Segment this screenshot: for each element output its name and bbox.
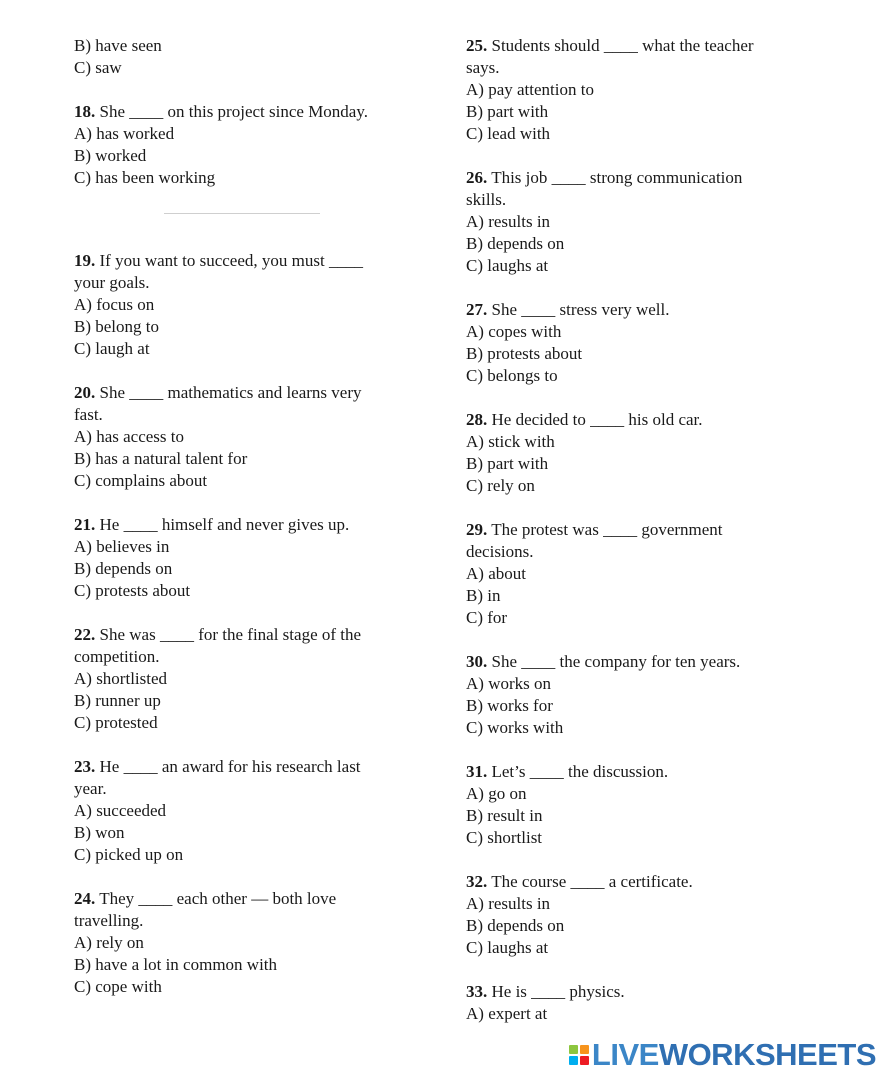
option-a[interactable]: A) believes in <box>74 537 170 556</box>
option-c[interactable]: C) has been working <box>74 168 216 187</box>
question-stem: 22. She was ____ for the final stage of the <box>74 625 362 644</box>
question-stem-cont: says. <box>466 58 500 77</box>
logo-mark-icon <box>569 1045 589 1065</box>
question-stem: 18. She ____ on this project since Monday. <box>74 102 368 121</box>
question-number: 25. <box>466 36 488 55</box>
option-b[interactable]: B) runner up <box>74 691 161 710</box>
question-23 <box>74 756 434 866</box>
question-stem-cont: fast. <box>74 405 103 424</box>
option-a[interactable]: A) works on <box>466 674 551 693</box>
question-33 <box>466 981 796 1025</box>
option-b[interactable]: B) in <box>466 586 501 605</box>
question-stem: 25. Students should ____ what the teacher <box>466 36 754 55</box>
option-c[interactable]: C) cope with <box>74 977 162 996</box>
option-a[interactable]: A) copes with <box>466 322 562 341</box>
question-31 <box>466 761 796 849</box>
option-c[interactable]: C) laugh at <box>74 339 150 358</box>
option-b[interactable]: B) worked <box>74 146 147 165</box>
question-30 <box>466 651 796 739</box>
question-number: 29. <box>466 520 488 539</box>
option-c[interactable]: C) belongs to <box>466 366 558 385</box>
question-number: 33. <box>466 982 488 1001</box>
option-b[interactable]: B) depends on <box>466 916 565 935</box>
question-number: 23. <box>74 757 96 776</box>
option-c[interactable]: C) protests about <box>74 581 191 600</box>
question-stem-cont: travelling. <box>74 911 144 930</box>
question-number: 18. <box>74 102 96 121</box>
question-stem-cont: your goals. <box>74 273 150 292</box>
liveworksheets-logo[interactable] <box>569 1039 876 1070</box>
option-c[interactable]: C) for <box>466 608 508 627</box>
question-21 <box>74 514 434 602</box>
question-stem: 33. He is ____ physics. <box>466 982 625 1001</box>
option-c[interactable]: C) laughs at <box>466 256 549 275</box>
option-a[interactable]: A) has access to <box>74 427 184 446</box>
option-b[interactable]: B) belong to <box>74 317 159 336</box>
question-stem-cont: year. <box>74 779 107 798</box>
option-b: B) have seen <box>74 36 162 55</box>
option-c[interactable]: C) laughs at <box>466 938 549 957</box>
logo-text: LIVEWORKSHEETS <box>591 1037 876 1072</box>
right-column <box>466 35 796 1047</box>
question-number: 19. <box>74 251 96 270</box>
option-c[interactable]: C) shortlist <box>466 828 543 847</box>
option-c[interactable]: C) picked up on <box>74 845 184 864</box>
question-stem-cont: competition. <box>74 647 160 666</box>
section-divider <box>164 213 320 214</box>
question-number: 24. <box>74 889 96 908</box>
question-22 <box>74 624 434 734</box>
option-a[interactable]: A) pay attention to <box>466 80 594 99</box>
question-28 <box>466 409 796 497</box>
question-32 <box>466 871 796 959</box>
question-stem: 24. They ____ each other — both love <box>74 889 337 908</box>
question-number: 21. <box>74 515 96 534</box>
option-c[interactable]: C) rely on <box>466 476 535 495</box>
option-a[interactable]: A) go on <box>466 784 527 803</box>
question-29 <box>466 519 796 629</box>
option-a[interactable]: A) has worked <box>74 124 175 143</box>
question-stem: 20. She ____ mathematics and learns very <box>74 383 362 402</box>
left-column <box>74 35 434 1020</box>
option-b[interactable]: B) protests about <box>466 344 583 363</box>
question-25 <box>466 35 796 145</box>
option-b[interactable]: B) works for <box>466 696 553 715</box>
option-a[interactable]: A) stick with <box>466 432 555 451</box>
question-stem: 21. He ____ himself and never gives up. <box>74 515 350 534</box>
option-c: C) saw <box>74 58 122 77</box>
question-stem: 19. If you want to succeed, you must ____ <box>74 251 363 270</box>
question-stem: 27. She ____ stress very well. <box>466 300 670 319</box>
question-number: 32. <box>466 872 488 891</box>
option-c[interactable]: C) lead with <box>466 124 551 143</box>
option-b[interactable]: B) part with <box>466 454 549 473</box>
option-a[interactable]: A) succeeded <box>74 801 167 820</box>
question-19 <box>74 250 434 360</box>
question-stem: 29. The protest was ____ government <box>466 520 723 539</box>
question-stem: 31. Let’s ____ the discussion. <box>466 762 669 781</box>
option-a[interactable]: A) focus on <box>74 295 155 314</box>
option-b[interactable]: B) depends on <box>74 559 173 578</box>
option-a[interactable]: A) shortlisted <box>74 669 168 688</box>
question-17-tail <box>74 35 434 79</box>
question-stem: 30. She ____ the company for ten years. <box>466 652 741 671</box>
question-number: 28. <box>466 410 488 429</box>
question-stem: 28. He decided to ____ his old car. <box>466 410 703 429</box>
question-24 <box>74 888 434 998</box>
question-26 <box>466 167 796 277</box>
question-stem: 32. The course ____ a certificate. <box>466 872 693 891</box>
option-b[interactable]: B) has a natural talent for <box>74 449 248 468</box>
option-a[interactable]: A) rely on <box>74 933 144 952</box>
question-stem-cont: skills. <box>466 190 507 209</box>
option-b[interactable]: B) part with <box>466 102 549 121</box>
option-b[interactable]: B) won <box>74 823 125 842</box>
option-c[interactable]: C) works with <box>466 718 564 737</box>
question-stem: 23. He ____ an award for his research last <box>74 757 361 776</box>
option-b[interactable]: B) depends on <box>466 234 565 253</box>
question-18 <box>74 101 434 189</box>
option-c[interactable]: C) complains about <box>74 471 208 490</box>
question-number: 31. <box>466 762 488 781</box>
option-a[interactable]: A) results in <box>466 894 551 913</box>
question-stem-cont: decisions. <box>466 542 534 561</box>
question-number: 27. <box>466 300 488 319</box>
question-number: 30. <box>466 652 488 671</box>
question-20 <box>74 382 434 492</box>
option-b[interactable]: B) result in <box>466 806 543 825</box>
question-number: 20. <box>74 383 96 402</box>
question-stem: 26. This job ____ strong communication <box>466 168 743 187</box>
option-c[interactable]: C) protested <box>74 713 158 732</box>
option-a[interactable]: A) about <box>466 564 526 583</box>
option-a[interactable]: A) expert at <box>466 1004 548 1023</box>
option-b[interactable]: B) have a lot in common with <box>74 955 278 974</box>
option-a[interactable]: A) results in <box>466 212 551 231</box>
question-27 <box>466 299 796 387</box>
question-number: 26. <box>466 168 488 187</box>
question-number: 22. <box>74 625 96 644</box>
